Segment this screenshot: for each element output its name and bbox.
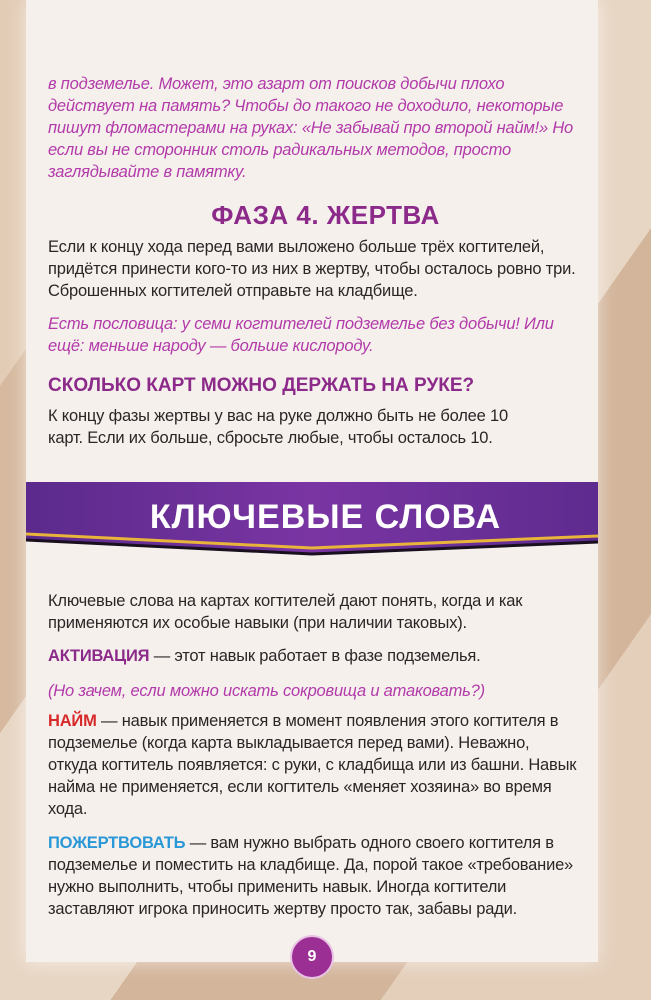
- keywords-banner-title: КЛЮЧЕВЫЕ СЛОВА: [149, 498, 502, 536]
- phase4-italic-note: Есть пословица: у семи когтителей подземелье без добычи! Или ещё: меньше народу — больше кислороду.: [48, 315, 554, 355]
- sacrifice-text: — вам нужно выбрать одного своего когтителя в подземелье и поместить на кладбище. Да, порой такое «требование» нужно выполнить, чтобы применить навык. Иногда когтители заставляют игрока приносить жертву просто так, забавы ради.: [48, 834, 574, 918]
- keyword-activation: [48, 645, 588, 667]
- page-number: 9: [290, 935, 334, 979]
- hire-text: — навык применяется в момент появления этого когтителя в подземелье (когда карта выкладывается перед вами). Неважно, откуда когтитель появляется: с руки, с кладбища или из башни. Навык найма не применяется, если когтитель «меняет хозяина» во время хода.: [48, 712, 577, 818]
- keyword-sacrifice: [48, 832, 593, 920]
- intro-italic-note: в подземелье. Может, это азарт от поисков добычи плохо действует на память? Чтобы до такого не доходило, некоторые пишут фломастерами на руках: «Не забывай про второй найм!» Но если вы не сторонник столь радикальных методов, просто заглядывайте в памятку.: [48, 75, 574, 181]
- phase4-body: Если к концу хода перед вами выложено больше трёх когтителей, придётся принести кого-то из них в жертву, чтобы осталось ровно три. Сброшенных когтителей отправьте на кладбище.: [48, 238, 576, 300]
- hand-limit-body: К концу фазы жертвы у вас на руке должно быть не более 10 карт. Если их больше, сбросьте любые, чтобы осталось 10.: [48, 407, 508, 447]
- sacrifice-term: ПОЖЕРТВОВАТЬ: [48, 834, 186, 852]
- hire-term: НАЙМ: [48, 712, 97, 730]
- activation-term: АКТИВАЦИЯ: [48, 647, 150, 665]
- keyword-hire: [48, 710, 578, 820]
- hand-limit-heading: СКОЛЬКО КАРТ МОЖНО ДЕРЖАТЬ НА РУКЕ?: [48, 375, 475, 396]
- activation-note: (Но зачем, если можно искать сокровища и атаковать?): [48, 682, 485, 700]
- activation-text: — этот навык работает в фазе подземелья.: [149, 647, 481, 665]
- keywords-intro: Ключевые слова на картах когтителей дают понять, когда и как применяются их особые навыки (при наличии таковых).: [48, 592, 523, 632]
- phase4-heading: ФАЗА 4. ЖЕРТВА: [211, 200, 440, 230]
